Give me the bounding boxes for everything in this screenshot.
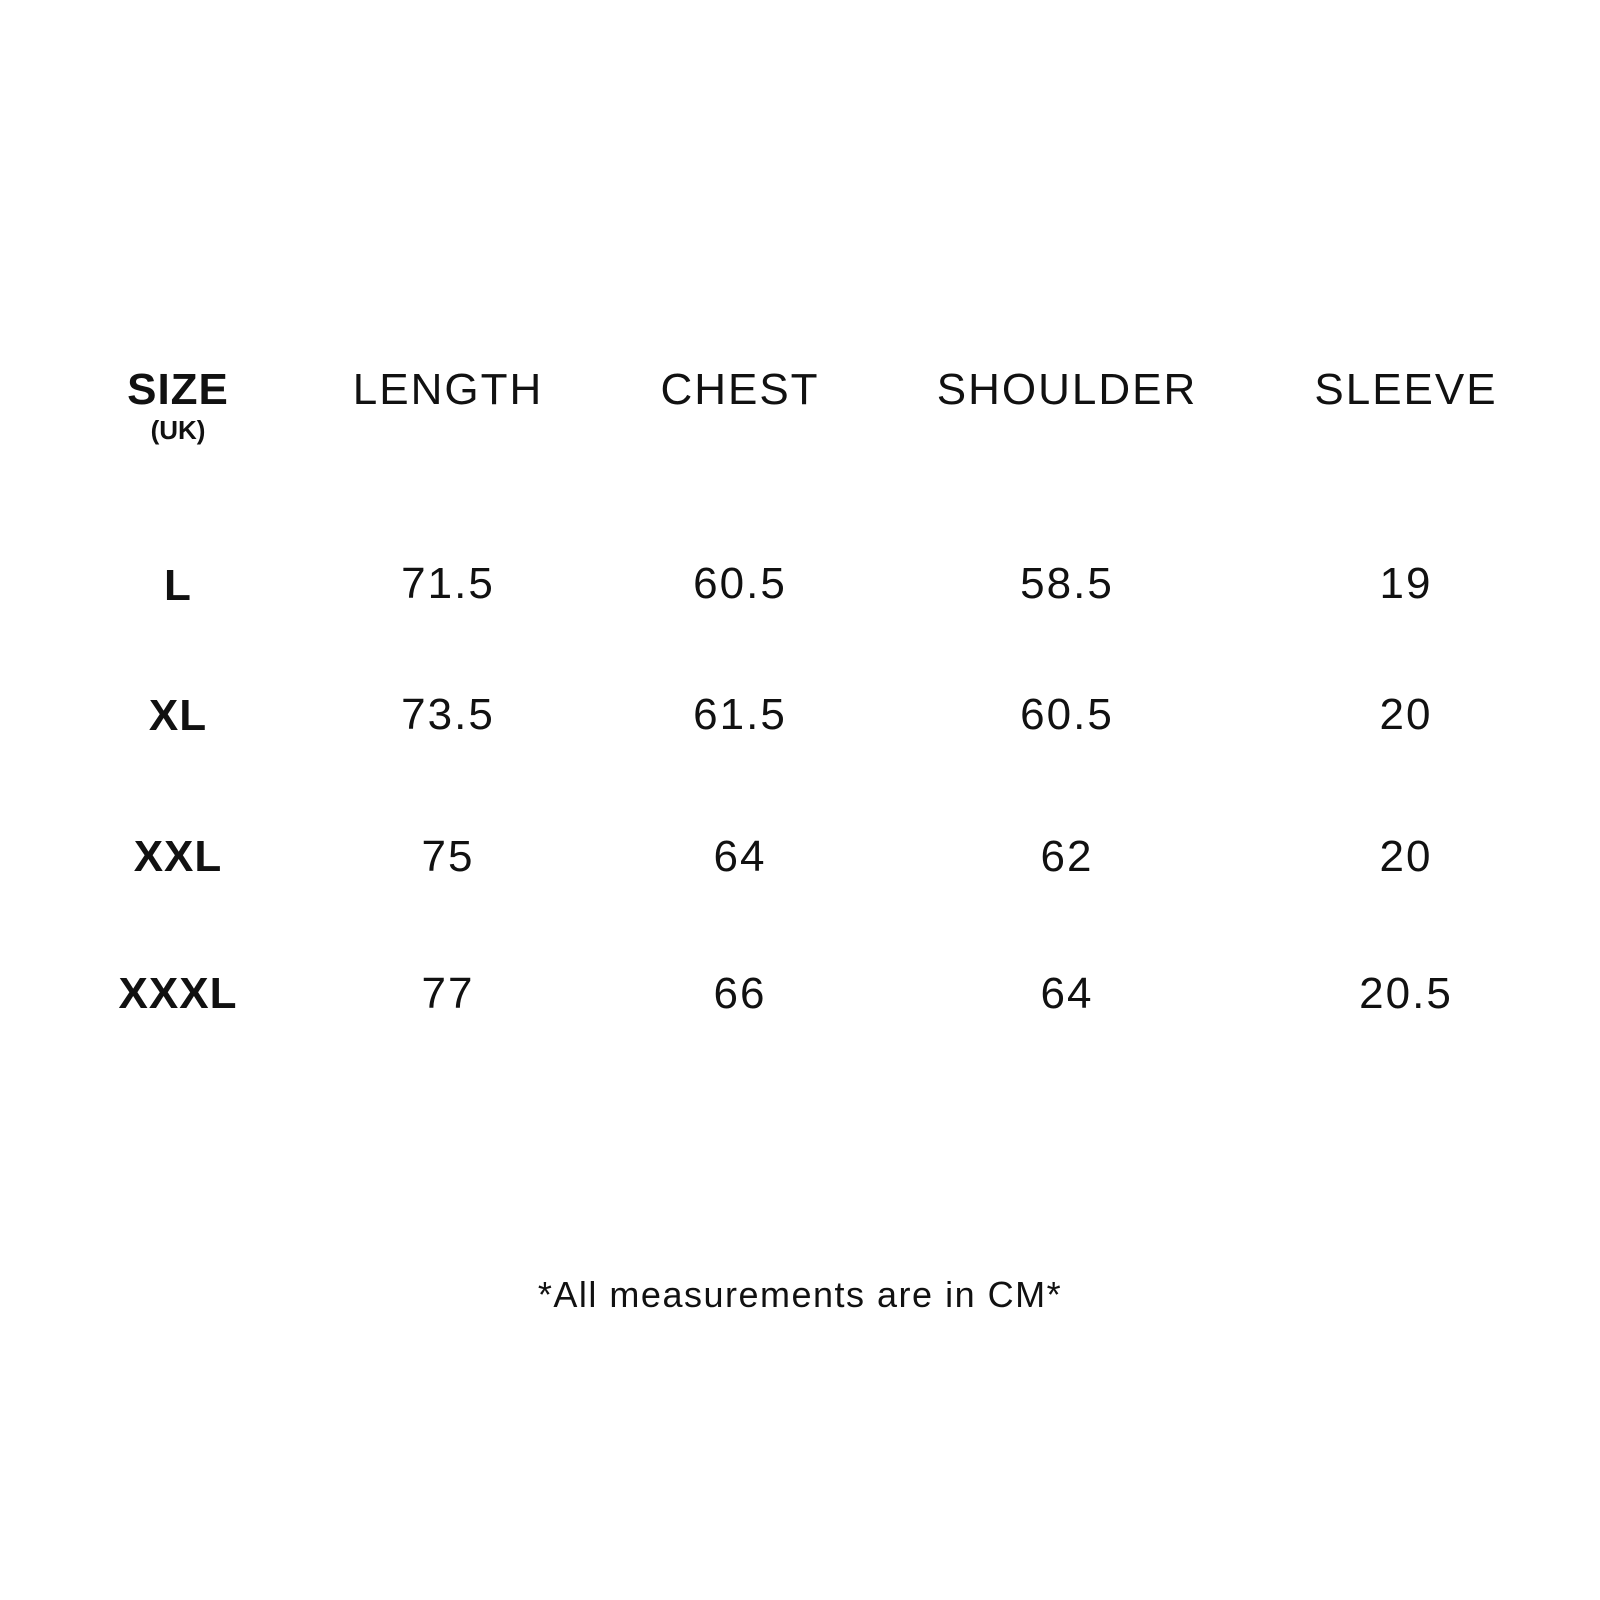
row-sleeve: 20 [1379,690,1433,739]
row-size: XXL [133,832,223,881]
row-chest: 66 [713,969,767,1018]
row-size: XL [148,691,208,740]
row-sleeve: 20.5 [1359,969,1453,1018]
row-chest: 64 [713,832,767,881]
header-length: LENGTH [352,365,544,414]
row-length: 71.5 [401,559,495,608]
row-shoulder: 60.5 [1020,690,1114,739]
header-chest: CHEST [660,365,820,414]
row-chest: 60.5 [693,559,787,608]
header-size-unit: (UK) [150,415,206,445]
row-length: 75 [421,832,475,881]
header-size: SIZE [127,365,229,414]
row-length: 77 [421,969,475,1018]
row-size: XXXL [118,969,238,1018]
row-length: 73.5 [401,690,495,739]
row-sleeve: 19 [1379,559,1433,608]
row-shoulder: 58.5 [1020,559,1114,608]
row-size: L [164,561,192,610]
row-shoulder: 62 [1040,832,1094,881]
header-sleeve: SLEEVE [1314,365,1498,414]
measurements-footnote: *All measurements are in CM* [537,1274,1063,1315]
row-sleeve: 20 [1379,832,1433,881]
header-shoulder: SHOULDER [936,365,1198,414]
row-chest: 61.5 [693,690,787,739]
row-shoulder: 64 [1040,969,1094,1018]
